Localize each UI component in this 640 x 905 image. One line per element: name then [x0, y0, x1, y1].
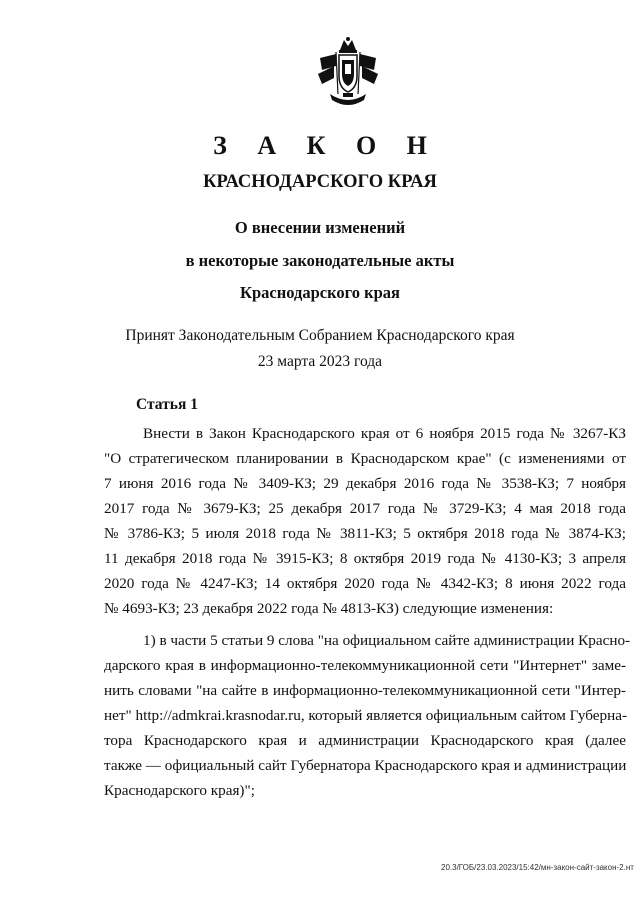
paragraph-line: "О стратегическом планировании в Краснодарском крае" (с изменениями от [104, 450, 626, 467]
paragraph-line: № 3786-КЗ; 5 июля 2018 года № 3811-КЗ; 5 октября 2018 года № 3874-КЗ; [104, 525, 626, 542]
paragraph-line: 7 июня 2016 года № 3409-КЗ; 29 декабря 2016 года № 3538-КЗ; 7 ноября [104, 475, 626, 492]
paragraph-line: нет" http://admkrai.krasnodar.ru, который является официальным сайтом Губерна- [104, 707, 628, 724]
paragraph-line: 2020 года № 4247-КЗ; 14 октября 2020 года № 4342-КЗ; 8 июня 2022 года [104, 575, 626, 592]
paragraph-line: 11 декабря 2018 года № 3915-КЗ; 8 октября 2019 года № 4130-КЗ; 3 апреля [104, 550, 626, 567]
heading-line-2: в некоторые законодательные акты [185, 251, 455, 270]
paragraph-line: также — официальный сайт Губернатора Краснодарского края и администрации [104, 757, 627, 774]
paragraph-line: Краснодарского края)"; [104, 782, 255, 799]
paragraph-2 [104, 628, 631, 803]
paragraph-line: Внести в Закон Краснодарского края от 6 ноября 2015 года № 3267-КЗ [143, 425, 626, 442]
adopted-by: Принят Законодательным Собранием Краснодарского края [125, 327, 515, 344]
document-subtitle: КРАСНОДАРСКОГО КРАЯ [203, 172, 437, 192]
paragraph-line: нить словами "на сайте в информационно-телекоммуникационной сети "Интер- [104, 682, 626, 699]
adopted-date: 23 марта 2023 года [257, 353, 383, 370]
paragraph-line: тора Краснодарского края и администрации Краснодарского края (далее [104, 732, 626, 749]
heading-line-3: Краснодарского края [240, 283, 400, 302]
footer-code: 20.3/ГОБ/23.03.2023/15:42/мн-закон-сайт-закон-2.нт [441, 863, 634, 872]
paragraph-line: № 4693-КЗ; 23 декабря 2022 года № 4813-КЗ) следующие изменения: [104, 600, 554, 617]
document-title: З А К О Н [213, 131, 439, 160]
article-title: Статья 1 [136, 396, 198, 413]
paragraph-1 [104, 421, 626, 621]
coat-of-arms-emblem [316, 36, 380, 110]
heading-line-1: О внесении изменений [234, 218, 406, 237]
paragraph-line: 2017 года № 3679-КЗ; 25 декабря 2017 года № 3729-КЗ; 4 мая 2018 года [104, 500, 626, 517]
paragraph-line: 1) в части 5 статьи 9 слова "на официальном сайте администрации Красно- [143, 632, 631, 649]
paragraph-line: дарского края в информационно-телекоммуникационной сети "Интернет" заме- [104, 657, 626, 674]
